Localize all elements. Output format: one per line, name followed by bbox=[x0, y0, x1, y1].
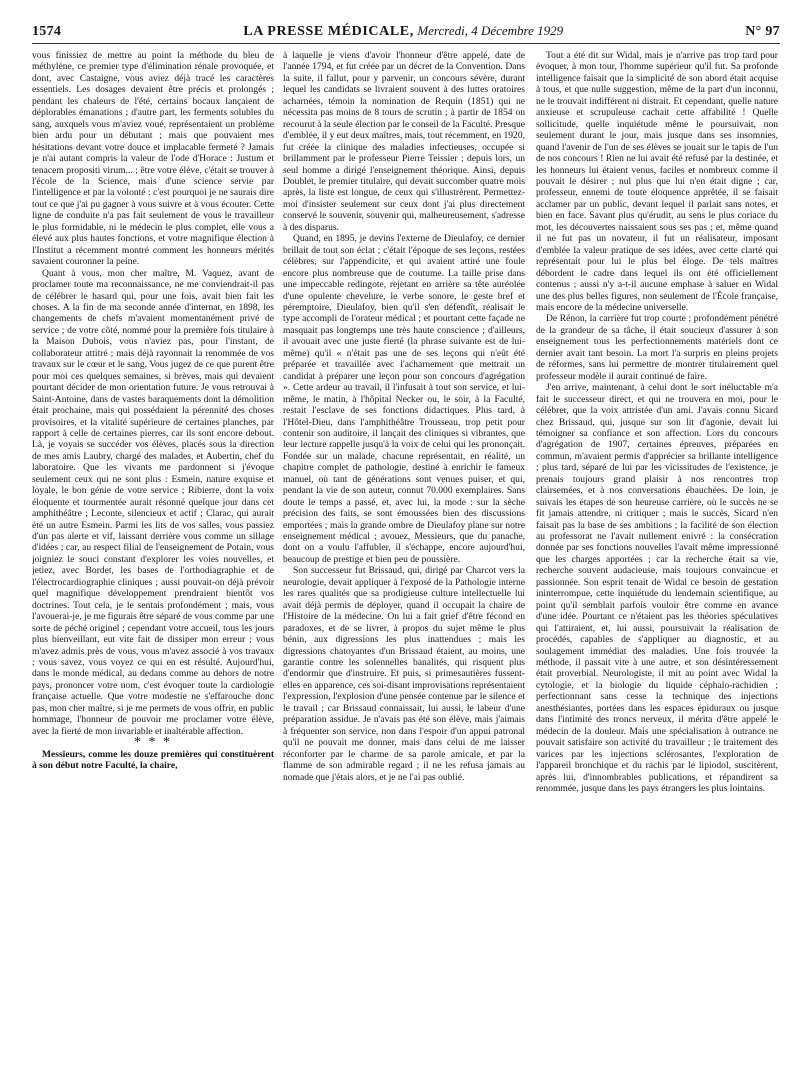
paragraph: vous finissiez de mettre au point la méthode du bleu de méthylène, ce premier type d'élimination rénale provoquée, et dont, avec Castaigne, vous aviez déjà tracé les caractères essentiels. Les dosages devaient être précis et prolongés ; pendant les chaleurs de l'été, certains bocaux lançaient de déplorables émanations ; d'autre part, les ferments solubles du sang, auxquels vous m'aviez voué, représentaient un problème bien ardu pour un débutant ; mais que pouvaient mes hésitations devant votre douce et implacable fermeté ? Jamais je n'ai autant compris la valeur de l'ode d'Horace : Justum et tenacem propositi virum... ; être votre élève, c'était se trouver à l'école de la Science, mais d'une science servie par l'intelligence et par la volonté : c'est pourquoi je ne saurais dire tout ce que j'ai pu gagner à vous suivre et à vous écouter. Cette ligne de conduite n'a pas fait seulement de vous le travailleur le plus formidable, ni le médecin le plus complet, elle vous a élevé aux plus hautes fonctions, et votre magnifique élection à l'Institut a récemment montré comment les honneurs mérités savaient couronner la peine. bbox=[32, 50, 274, 268]
paragraph: Tout a été dit sur Widal, mais je n'arrive pas trop tard pour évoquer, à mon tour, l'homme supérieur qu'il fut. Sa profonde intelligence faisait que la simplicité de son abord était acquise à tous, et que nulle suggestion, même de la part d'un inconnu, ne le trouvait indifférent ni distrait. Et cependant, quelle nature anxieuse et scrupuleuse cachait cette affabilité ! Quelle sollicitude, quelle inquiétude même le poursuivait, non seulement durant le jour, mais jusque dans ses insomnies, quand l'avenir de l'un de ses élèves se jouait sur le tapis de l'un de nos concours ! Rien ne lui avait été refusé par la destinée, et les honneurs lui étaient venus, faciles et nombreux comme il pouvait le désirer ; nul plus que lui n'en était digne ; car, professeur, ennemi de toute éloquence apprêtée, il se faisait acclamer par un public, devant lequel il parlait sans notes, et bien en face. Savant plus qu'érudit, au sens le plus coriace du mot, les découvertes naissaient sous ses pas ; et, même quand il ne fut pas un novateur, il fut un réalisateur, imposant d'emblée la valeur pratique de ses idées, avec cette clarté qui représentait pour lui le plus bel éloge. De tels maîtres débordent le cadre dans lequel ils ont été officiellement contenus ; aussi n'y a-t-il aucune emphase à saluer en Widal une des plus belles figures, non seulement de l'École française, mais encore de la médecine universelle. bbox=[536, 50, 778, 313]
paragraph: à laquelle je viens d'avoir l'honneur d'être appelé, date de l'année 1794, et fut créée par un décret de la Convention. Dans la suite, il fallut, pour y parvenir, un concours sévère, durant lequel les candidats se livraient souvent à des luttes oratoires acharnées, témoin la nomination de Requin (1851) qui ne nécessita pas moins de 8 tours de scrutin ; à partir de 1854 on recourut à la seule élection par le conseil de la Faculté. Presque d'emblée, il y eut deux maîtres, mais, tout récemment, en 1920, fut créée la clinique des maladies infectieuses, occupée si brillamment par le professeur Pierre Teissier ; depuis lors, un seul homme a dirigé l'enseignement théorique. Ainsi, depuis Doublet, le premier titulaire, qui devait succomber quatre mois après, la liste est longue, de ceux qui s'illustrèrent. Permettez-moi d'insister seulement sur ceux dont j'ai plus directement conservé le souvenir, souvenir qui, malheureusement, s'adresse à des disparus. bbox=[283, 50, 525, 233]
section-separator: * * * bbox=[134, 735, 172, 751]
paragraph: Messieurs, comme les douze premières qui constituèrent à son début notre Faculté, la chaire, bbox=[32, 748, 274, 772]
page-number: 1574 bbox=[32, 24, 62, 39]
header-title-line bbox=[243, 23, 563, 40]
column-1 bbox=[32, 50, 274, 1080]
paragraph: Quant à vous, mon cher maître, M. Vaquez, avant de proclamer toute ma reconnaissance, ne me conviendrait-il pas de célébrer le hasard qui, pour une fois, avait bien fait les choses. A la fin de ma seconde année d'internat, en 1898, les changements de chefs m'avaient momentanément privé de service ; de votre côté, nommé pour la première fois titulaire à la Maison Dubois, vous n'aviez pas, pour l'instant, de collaborateur attitré ; mais déjà rayonnait la renommée de vos travaux sur le cœur et le sang. Vous jugez de ce que purent être pour moi ces quelques semaines, si brèves, mais qui devaient pourtant décider de mon orientation future. Je vous retrouvai à Saint-Antoine, dans de vastes baraquements dont la démolition était prochaine, mais qui possédaient la pérennité des choses provisoires, et la vitalité supérieure de certaines planches, par rapport à celle de certaines pierres, car ils sont encore debout. Là, je voyais se succéder vos élèves, placés sous la direction de mes amis Laubry, chargé des malades, et Aubertin, chef du laboratoire. Que les vivants me pardonnent si j'évoque seulement ceux qui ne sont plus : Esmein, nature exquise et loyale, le bon génie de votre service ; Ribierre, dont la voix éloquente et tourmentée aurait résonné quelque jour dans cet amphithéâtre ; Leconte, silencieux et actif ; Clarac, qui aurait été un autre Esmein. Parmi les lits de vos salles, vous passiez d'un pas alerte et vif, laissant derrière vous comme un sillage d'idées ; car, au respect filial de l'enseignement de Potain, vous joigniez le souci constant d'explorer les voies nouvelles, et jetiez, avec Bordet, les bases de l'orthodiagraphie et de l'électrocardiographie cliniques ; aussi pouvait-on déjà prévoir quel magnifique développement prendraient bientôt vos doctrines. Tout cela, je le sentais profondément ; mais, vous l'avouerai-je, je me figurais être séparé de vous comme par une sorte de péché originel ; cependant votre accueil, tous les jours plus bienveillant, eut vite fait de dissiper mon erreur ; vous m'avez admis près de vous, vous m'avez associé à vos travaux ; vous savez, vous voyez ce qui en est résulté. Aujourd'hui, dans le monde médical, au dedans comme au dehors de notre pays, prononcer votre nom, c'est évoquer toute la cardiologie française actuelle. Que votre modestie ne s'effarouche donc pas, mon cher maître, si je me permets de vous offrir, en public hommage, l'honneur de pouvoir me proclamer votre élève, avec la fierté de mon invariable et inaltérable affection. bbox=[32, 267, 274, 737]
issue-date: Mercredi, 4 Décembre 1929 bbox=[417, 23, 564, 38]
paragraph: Quand, en 1895, je devins l'externe de Dieulafoy, ce dernier brillait de tout son éclat ; c'était l'époque de ses leçons, restées célèbres, sur l'appendicite, et qui avaient attiré une foule encore plus nombreuse que de coutume. La taille prise dans une impeccable redingote, rejetant en arrière sa tête auréolée d'une opulente chevelure, le verbe sonore, le geste bref et péremptoire, Dieulafoy, bien qu'il s'en défendît, réalisait le type accompli de l'orateur médical ; et pourtant cette façade ne masquait pas longtemps une très haute conscience ; d'ailleurs, il avouait avec une juste fierté (la phrase suivante est de lui-même) qu'il « n'était pas une de ses leçons qui n'eût été préparée et travaillée avec l'acharnement que mettrait un candidat à préparer une leçon pour son concours d'agrégation ». Cette ardeur au travail, il l'infusait à tout son service, et lui-même, le matin, à l'hôpital Necker ou, le soir, à la Faculté, restait l'esclave de ses fonctions didactiques. Plus tard, à l'Hôtel-Dieu, dans l'amphithéâtre Trousseau, trop petit pour contenir son auditoire, il lançait des cliniques si vibrantes, que leur lecture rappelle jusqu'à la voix de celui qui les prononçait. Fondée sur un malade, chacune représentait, en réalité, un chapitre complet de pathologie, destiné à enrichir le fameux manuel, où tant de générations sont venues puiser, et qui, pendant la vie de son auteur, connut 70.000 exemplaires. Sans doute le temps a passé, et, avec lui, la mode : sur la sèche précision des faits, se sont émoussées bien des discussions emportées ; mais la grande ombre de Dieulafoy plane sur notre enseignement médical ; avouez, Messieurs, que du panache, dont on a voulu l'affubler, il s'échappe, encore aujourd'hui, beaucoup de prestige et bien peu de poussière. bbox=[283, 233, 525, 565]
page-header bbox=[32, 20, 780, 44]
journal-title: LA PRESSE MÉDICALE, bbox=[243, 24, 414, 39]
paragraph: De Rénon, la carrière fut trop courte ; profondément pénétré de la grandeur de sa tâche, il était soucieux d'assurer à son enseignement tous les perfectionnements matériels dont ce dernier avait tant besoin. La mort l'a surpris en pleins projets de réformes, sans lui permettre de montrer titulairement quel professeur modèle il aurait continué de faire. bbox=[536, 313, 778, 382]
issue-number: N° 97 bbox=[745, 24, 780, 39]
paragraph: Son successeur fut Brissaud, qui, dirigé par Charcot vers la neurologie, devait appliquer à l'exposé de la Pathologie interne les rares qualités que sa prodigieuse culture intellectuelle lui avait déjà permis de déployer, quand il occupait la chaire de l'Histoire de la médecine. On lui a fait grief d'être fécond en paradoxes, et de se livrer, à propos du sujet même le plus bénin, aux digressions les plus inattendues ; mais les digressions chatoyantes d'un Brissaud étaient, au moins, une garantie contre les solennelles banalités, qui risquent plus d'endormir que d'instruire. Et puis, si primesautières fussent-elles en apparence, ces soi-disant improvisations représentaient l'expression, l'explosion d'une pensée contenue par le silence et le travail ; car Brissaud connaissait, lui aussi, le labeur d'une préparation assidue. Je n'avais pas été son élève, mais j'aimais à fréquenter son service, non dans l'espoir d'un appui patronal qu'il ne pouvait me donner, mais dans celui de me laisser réconforter par le charme de sa parole amicale, et par la flamme de son admirable regard ; il ne les refusa jamais au nomade que j'étais alors, et je ne l'ai pas oublié. bbox=[283, 565, 525, 783]
column-3 bbox=[536, 50, 778, 1080]
column-2 bbox=[283, 50, 525, 1080]
paragraph: J'en arrive, maintenant, à celui dont le sort inéluctable m'a fait le successeur direct, et qui ne trouvera en moi, pour le célébrer, que la voix attristée d'un ami. J'avais connu Sicard chez Brissaud, qui, jusque sur son lit d'agonie, devait lui témoigner sa confiance et son affection. Lors du concours d'agrégation de 1907, certaines épreuves, préparées en commun, m'avaient permis d'apprécier sa brillante intelligence ; plus tard, séparé de lui par les vicissitudes de l'existence, je prenais toujours grand plaisir à nos rencontres trop clairsemées, et à nos conversations ébauchées. De loin, je suivais les étapes de son heureuse carrière, où le succès ne se fit jamais attendre, ni critiquer ; mais le succès, Sicard n'en faisait pas la base de ses ambitions ; la facilité de son élection au professorat ne l'avait nullement enivré : la consécration donnée par ses fonctions nouvelles l'avait même impressionné que les charges apportées ; car la recherche était sa vie, recherche souvent audacieuse, mais toujours convaincue et passionnée. Son esprit tenait de Widal ce besoin de gestation ininterrompue, cette inquiétude du lendemain scientifique, au point qu'il semblait parfois vouloir être comme en avance d'une idée. Pourtant ce n'étaient pas les théories spéculatives qui l'attiraient, et, lui aussi, poursuivait la réalisation de procédés, capables de s'appliquer au diagnostic, et au soulagement immédiat des maladies. Une fois trouvée la méthode, il passait vite à une autre, et son désintéressement était proverbial. Neurologiste, il mit au point avec Widal la cytologie, et la biologie du liquide céphalo-rachidien ; perfectionnant sans cesse la technique des injections anesthésiantes, portées dans les espaces épiduraux ou jusque dans l'intimité des troncs nerveux, il mérita d'être appelé le médecin de la douleur. Mais une spécialisation à outrance ne pouvait satisfaire son activité du travailleur ; le traitement des varices par les injections sclérosantes, l'exploration de l'appareil bronchique et du rachis par le lipiodol, suscitèrent, après lui, d'innombrables publications, et répandirent sa renommée, jusque dans les pays étrangers les plus lointains. bbox=[536, 382, 778, 794]
